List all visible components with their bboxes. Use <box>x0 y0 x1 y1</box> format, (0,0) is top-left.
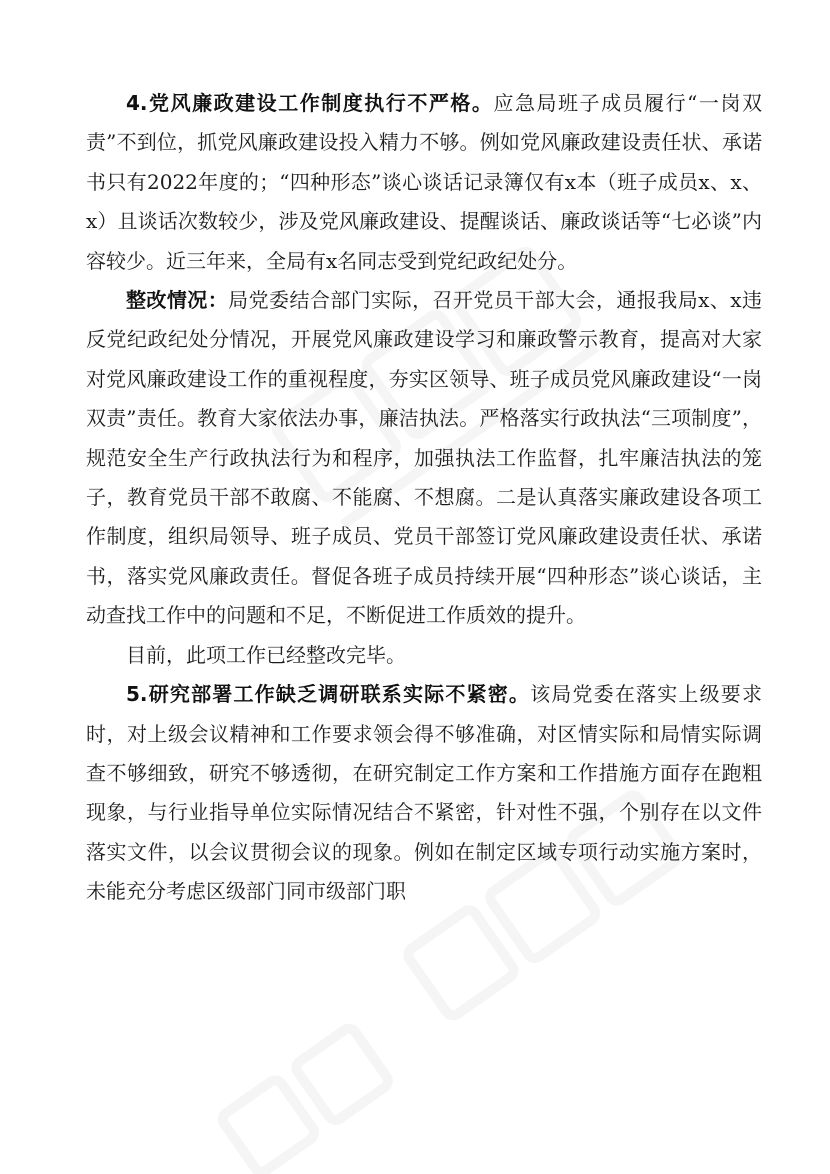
paragraph-text: 局党委结合部门实际，召开党员干部大会，通报我局x、x违反党纪政纪处分情况，开展党风廉政建设学习和廉政警示教育，提高对大家对党风廉政建设工作的重视程度，夯实区领导、班子成员党风廉政建设“一岗双责”责任。教育大家依法办事，廉洁执法。严格落实行政执法“三项制度”，规范安全生产行政执法行为和程序，加强执法工作监督，扎牢廉洁执法的笼子，教育党员干部不敢腐、不能腐、不想腐。二是认真落实廉政建设各项工作制度，组织局领导、班子成员、党员干部签订党风廉政建设责任状、承诺书，落实党风廉政责任。督促各班子成员持续开展“四种形态”谈心谈话，主动查找工作中的问题和不足，不断促进工作质效的提升。 <box>86 288 763 628</box>
paragraph-heading: 4.党风廉政建设工作制度执行不严格。 <box>126 91 494 115</box>
document-body <box>86 84 762 912</box>
rectification-paragraph <box>86 281 762 636</box>
paragraph-text: 目前，此项工作已经整改完毕。 <box>126 642 406 667</box>
paragraph-heading: 整改情况： <box>126 288 229 313</box>
paragraph-heading: 5.研究部署工作缺乏调研联系实际不紧密。 <box>126 682 531 707</box>
paragraph-item-5 <box>86 675 762 911</box>
paragraph-text: 应急局班子成员履行“一岗双责”不到位，抓党风廉政建设投入精力不够。例如党风廉政建设责任状、承诺书只有2022年度的；“四种形态”谈心谈话记录簿仅有x本（班子成员x、x、x）且谈话次数较少，涉及党风廉政建设、提醒谈话、廉政谈话等“七必谈”内容较少。近三年来，全局有x名同志受到党纪政纪处分。 <box>86 91 762 273</box>
completion-status-paragraph <box>86 636 762 675</box>
paragraph-text: 该局党委在落实上级要求时，对上级会议精神和工作要求领会得不够准确，对区情实际和局情实际调查不够细致，研究不够透彻，在研究制定工作方案和工作措施方面存在跑粗现象，与行业指导单位实际情况结合不紧密，针对性不强，个别存在以文件落实文件，以会议贯彻会议的现象。例如在制定区域专项行动实施方案时，未能充分考虑区级部门同市级部门职 <box>86 682 763 904</box>
paragraph-item-4 <box>86 84 762 281</box>
